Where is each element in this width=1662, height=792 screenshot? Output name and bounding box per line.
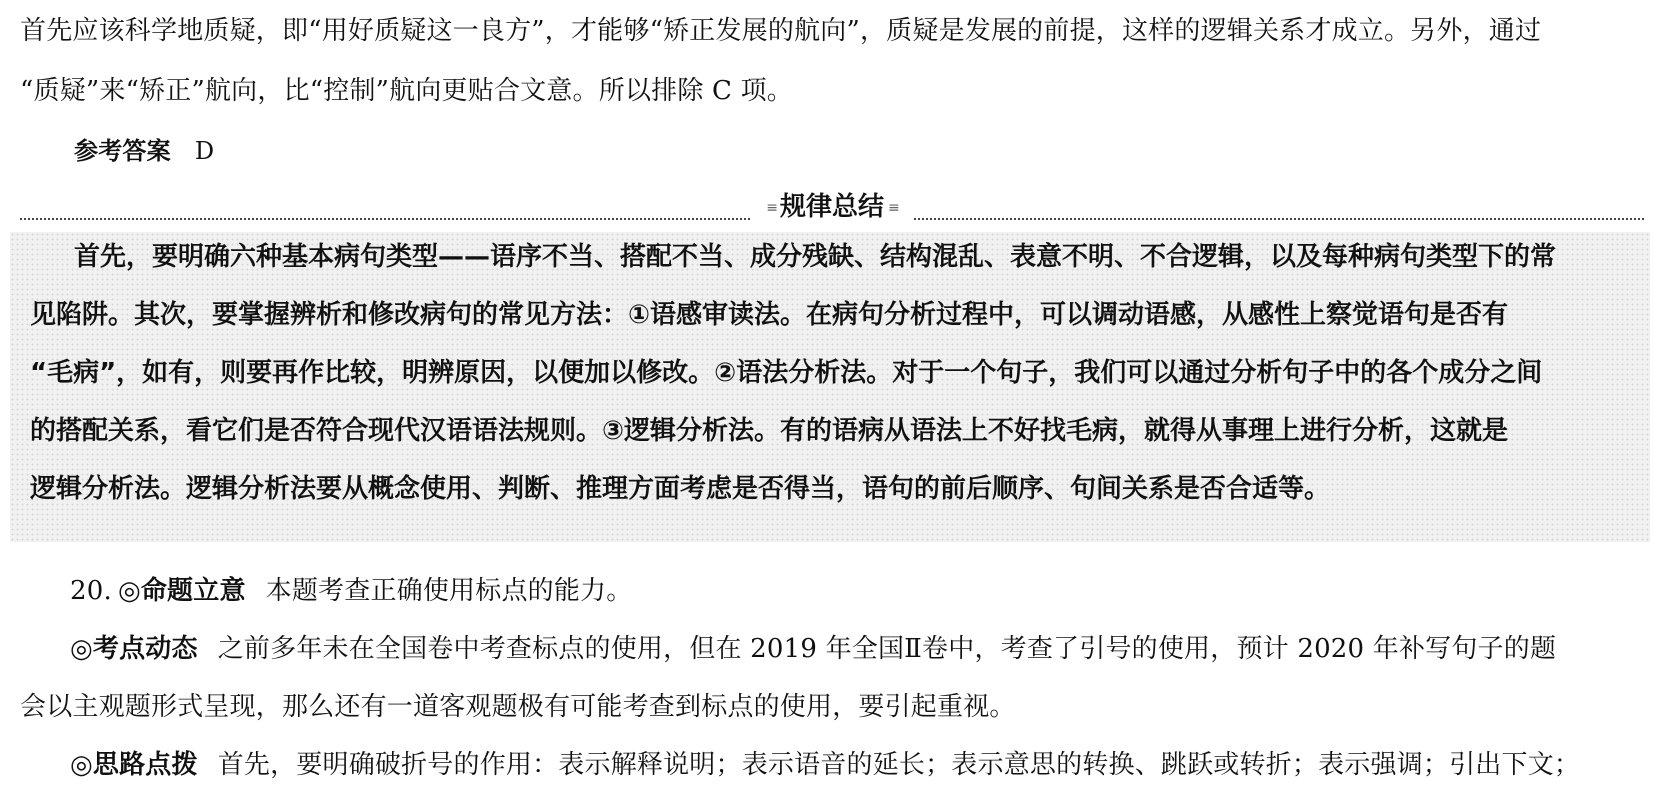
summary-box — [10, 232, 1650, 542]
explanation-line-2: “质疑”来“矫正”航向，比“控制”航向更贴合文意。所以排除 C 项。 — [20, 76, 793, 106]
hint-text: 首先，要明确破折号的作用：表示解释说明；表示语音的延长；表示意思的转换、跳跃或转折；表示强调；引出下文； — [217, 750, 1581, 780]
ornament-right-icon: ≡ — [888, 199, 898, 216]
section-divider-left — [20, 218, 750, 220]
summary-line-5: 逻辑分析法。逻辑分析法要从概念使用、判断、推理方面考虑是否得当，语句的前后顺序、句间关系是否合适等。 — [30, 474, 1331, 504]
answer-label: 参考答案 — [74, 137, 171, 165]
summary-title-text: 规律总结 — [779, 192, 884, 222]
question-number: 20. — [70, 576, 112, 606]
answer-line — [74, 134, 214, 168]
answer-value: D — [194, 137, 215, 165]
hint-label: ◎思路点拨 — [70, 750, 198, 780]
q20-trend-line-1 — [70, 632, 1556, 666]
q20-intent-line — [70, 574, 632, 608]
ornament-left-icon: ≡ — [766, 199, 776, 216]
trend-text-1: 之前多年未在全国卷中考查标点的使用，但在 2019 年全国Ⅱ卷中，考查了引号的使用，预计 2020 年补写句子的题 — [217, 634, 1557, 664]
summary-line-2: 见陷阱。其次，要掌握辨析和修改病句的常见方法：①语感审读法。在病句分析过程中，可以调动语感，从感性上察觉语句是否有 — [30, 300, 1509, 330]
section-divider-right — [914, 218, 1644, 220]
explanation-line-1: 首先应该科学地质疑，即“用好质疑这一良方”，才能够“矫正发展的航向”，质疑是发展的前提，这样的逻辑关系才成立。另外，通过 — [20, 16, 1542, 46]
intent-label: ◎命题立意 — [117, 576, 246, 606]
summary-line-4: 的搭配关系，看它们是否符合现代汉语语法规则。③逻辑分析法。有的语病从语法上不好找毛病，就得从事理上进行分析，这就是 — [30, 416, 1509, 446]
q20-hint-line — [70, 748, 1580, 782]
summary-title — [750, 190, 914, 225]
intent-text: 本题考查正确使用标点的能力。 — [265, 576, 633, 606]
summary-line-1: 首先，要明确六种基本病句类型——语序不当、搭配不当、成分残缺、结构混乱、表意不明、不合逻辑，以及每种病句类型下的常 — [74, 242, 1557, 272]
summary-line-3: “毛病”，如有，则要再作比较，明辨原因，以便加以修改。②语法分析法。对于一个句子，我们可以通过分析句子中的各个成分之间 — [30, 358, 1543, 388]
trend-label: ◎考点动态 — [70, 634, 198, 664]
q20-trend-line-2: 会以主观题形式呈现，那么还有一道客观题极有可能考查到标点的使用，要引起重视。 — [20, 692, 1016, 722]
